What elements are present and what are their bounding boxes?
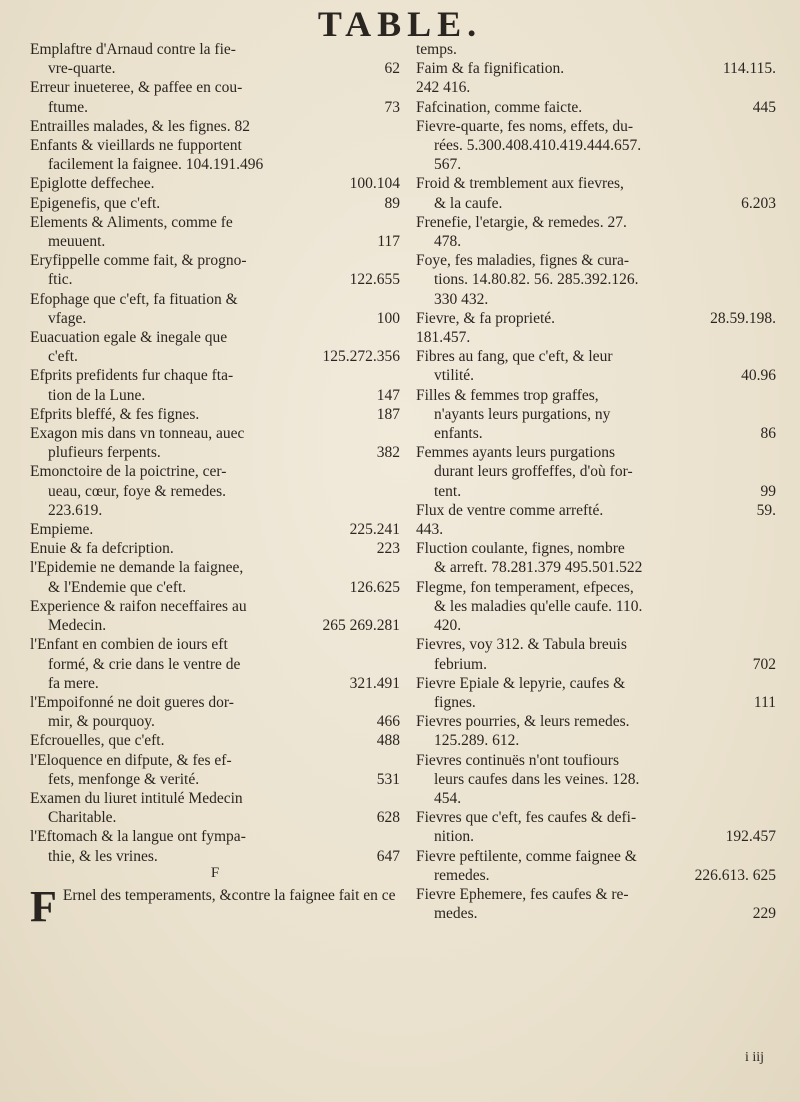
section-intro xyxy=(30,881,400,931)
index-entry xyxy=(416,635,776,673)
entry-text: Epiglotte deffechee. xyxy=(30,175,155,193)
entry-text: Fievres continuës n'ont toufiours xyxy=(416,751,619,769)
index-entry xyxy=(30,40,400,78)
entry-text: durant leurs groffeffes, d'où for- xyxy=(434,463,633,481)
page-ref: 223 xyxy=(376,540,400,558)
index-entry xyxy=(30,366,400,404)
entry-text: Faim & fa fignification. xyxy=(416,60,565,78)
entry-text: 223.619. xyxy=(48,501,103,519)
index-entry xyxy=(30,558,400,596)
entry-text: l'Eftomach & la langue ont fympa- xyxy=(30,828,246,846)
section-block xyxy=(30,864,400,931)
index-entry xyxy=(30,520,400,539)
entry-text: medes. xyxy=(434,905,478,923)
entry-text: Ernel des temperaments, & xyxy=(62,886,232,904)
entry-text xyxy=(30,232,400,251)
entry-text: Fafcination, comme faicte. xyxy=(416,98,583,116)
index-entry xyxy=(416,539,776,577)
entry-text: Erreur inueteree, & paffee en cou- xyxy=(30,79,243,97)
entry-text xyxy=(30,309,400,328)
entry-text xyxy=(30,731,400,750)
index-entry xyxy=(30,635,400,693)
index-entry xyxy=(30,78,400,116)
index-entry xyxy=(416,328,776,347)
entry-text xyxy=(30,847,400,866)
entry-text: Fluction coulante, fignes, nombre xyxy=(416,540,625,558)
entry-text: Entrailles malades, & les fignes. 82 xyxy=(30,117,250,135)
entry-text: 420. xyxy=(434,617,462,635)
page-ref: 62 xyxy=(384,60,400,78)
entry-text: thie, & les vrines. xyxy=(48,847,158,865)
entry-text: n'ayants leurs purgations, ny xyxy=(434,405,611,423)
index-entry xyxy=(416,520,776,539)
index-entry xyxy=(416,885,776,923)
entry-text: l'Empoifonné ne doit gueres dor- xyxy=(30,693,234,711)
entry-text: Epigenefis, que c'eft. xyxy=(30,194,161,212)
entry-text: 443. xyxy=(416,521,444,539)
index-entry xyxy=(416,251,776,309)
index-entry xyxy=(30,290,400,328)
entry-text xyxy=(30,386,400,405)
index-entry xyxy=(416,213,776,251)
index-entry xyxy=(30,136,400,174)
entry-text: Efcrouelles, que c'eft. xyxy=(30,732,165,750)
index-entry xyxy=(416,59,776,78)
entry-text xyxy=(30,616,400,635)
page-ref: 111 xyxy=(753,693,776,711)
entry-text: Fievre Epiale & lepyrie, caufes & xyxy=(416,674,626,692)
entry-text: l'Eloquence en difpute, & fes ef- xyxy=(30,751,232,769)
entry-text: ftic. xyxy=(48,271,73,289)
entry-text: tent. xyxy=(434,482,462,500)
entry-text: Exagon mis dans vn tonneau, auec xyxy=(30,425,245,443)
entry-text: l'Epidemie ne demande la faignee, xyxy=(30,559,244,577)
index-entry xyxy=(416,674,776,712)
page-ref: 647 xyxy=(376,847,400,865)
index-entry xyxy=(416,751,776,809)
entry-text: mir, & pourquoy. xyxy=(48,713,155,731)
entry-text xyxy=(416,866,776,885)
page-ref: 28.59.198. xyxy=(710,309,776,327)
index-entry xyxy=(416,386,776,444)
entry-text: Fievre, & fa proprieté. xyxy=(416,309,556,327)
entry-text: Elements & Aliments, comme fe xyxy=(30,213,233,231)
entry-text: Foye, fes maladies, fignes & cura- xyxy=(416,252,630,270)
index-entry xyxy=(416,78,776,97)
page-ref: 40.96 xyxy=(741,367,776,385)
entry-text xyxy=(30,520,400,539)
entry-text: Examen du liuret intitulé Medecin xyxy=(30,789,243,807)
page-ref: 6.203 xyxy=(741,194,776,212)
page-signature: i iij xyxy=(744,1050,764,1065)
entry-text xyxy=(30,578,400,597)
entry-text: fa mere. xyxy=(48,674,99,692)
index-entry xyxy=(30,194,400,213)
index-entry xyxy=(416,347,776,385)
index-entry xyxy=(416,117,776,175)
entry-text: 330 432. xyxy=(434,290,489,308)
entry-text: & la caufe. xyxy=(434,194,503,212)
index-entry xyxy=(30,539,400,558)
entry-text: Fievre Ephemere, fes caufes & re- xyxy=(416,885,629,903)
entry-text xyxy=(416,693,776,712)
index-entry xyxy=(30,597,400,635)
entry-text xyxy=(30,443,400,462)
entry-text: Fibres au fang, que c'eft, & leur xyxy=(416,348,613,366)
entry-text xyxy=(416,424,776,443)
entry-text: Fievre peftilente, comme faignee & xyxy=(416,847,637,865)
entry-text xyxy=(30,405,400,424)
entry-text: Fievres pourries, & leurs remedes. xyxy=(416,713,630,731)
page-ref: 122.655 xyxy=(349,271,400,289)
entry-text xyxy=(30,770,400,789)
entry-text: 567. xyxy=(434,156,462,174)
entry-text xyxy=(30,674,400,693)
page-ref: 126.625 xyxy=(349,578,400,596)
entry-text: vfage. xyxy=(48,309,87,327)
entry-text: Efprits bleffé, & fes fignes. xyxy=(30,405,200,423)
index-entry xyxy=(416,501,776,520)
entry-text: rées. 5.300.408.410.419.444.657. xyxy=(434,137,642,155)
entry-text: vtilité. xyxy=(434,367,475,385)
entry-text xyxy=(30,712,400,731)
page-ref: 89 xyxy=(384,194,400,212)
page-ref: 466 xyxy=(376,713,400,731)
entry-text: Emonctoire de la poictrine, cer- xyxy=(30,463,227,481)
entry-text xyxy=(30,98,400,117)
entry-text xyxy=(30,59,400,78)
entry-text: temps. xyxy=(416,41,457,58)
index-entry xyxy=(416,174,776,212)
page-ref: 265 269.281 xyxy=(322,617,400,635)
entry-text: Flegme, fon temperament, efpeces, xyxy=(416,578,634,596)
entry-text: 454. xyxy=(434,789,462,807)
entry-text: Enuie & fa defcription. xyxy=(30,540,174,558)
entry-text: & arreft. 78.281.379 495.501.522 xyxy=(434,559,643,577)
entry-text xyxy=(416,904,776,923)
entry-text: 478. xyxy=(434,233,462,251)
index-entry xyxy=(30,424,400,462)
entry-text: Filles & femmes trop graffes, xyxy=(416,386,599,404)
page-ref: 382 xyxy=(376,444,400,462)
entry-text: l'Enfant en combien de iours eft xyxy=(30,636,228,654)
entry-text: tion de la Lune. xyxy=(48,386,146,404)
page-ref: 229 xyxy=(752,905,776,923)
entry-text: Efprits prefidents fur chaque fta- xyxy=(30,367,234,385)
page-ref: 100.104 xyxy=(349,175,400,193)
page-ref: 100 xyxy=(376,309,400,327)
page-ref: 73 xyxy=(384,98,400,116)
entry-text xyxy=(416,194,776,213)
entry-text: ftume. xyxy=(48,98,89,116)
entry-text: facilement la faignee. 104.191.496 xyxy=(48,156,264,174)
entry-text xyxy=(30,174,400,193)
entry-text: plufieurs ferpents. xyxy=(48,444,161,462)
index-entry xyxy=(30,462,400,520)
entry-text: 125.289. 612. xyxy=(434,732,520,750)
section-letter: F xyxy=(210,864,220,881)
entry-text: nition. xyxy=(434,828,475,846)
entry-text: Fievre-quarte, fes noms, effets, du- xyxy=(416,117,634,135)
index-entry xyxy=(416,847,776,885)
index-entry xyxy=(30,789,400,827)
entry-text: formé, & crie dans le ventre de xyxy=(48,655,241,673)
entry-text xyxy=(416,501,776,520)
page-ref: 86 xyxy=(760,425,776,443)
entry-text: Euacuation egale & inegale que xyxy=(30,329,228,347)
entry-text: contre la faignee fait en ce xyxy=(231,886,396,904)
entry-text: tions. 14.80.82. 56. 285.392.126. xyxy=(434,271,639,289)
entry-text: enfants. xyxy=(434,425,483,443)
entry-text xyxy=(416,482,776,501)
page-ref: 114.115. xyxy=(722,60,776,78)
entry-text: 242 416. xyxy=(416,79,471,97)
index-entry xyxy=(30,213,400,251)
entry-text: Medecin. xyxy=(48,617,107,635)
left-column xyxy=(30,40,400,931)
index-entry xyxy=(416,40,776,59)
entry-text: meuuent. xyxy=(48,233,106,251)
entry-text xyxy=(416,59,776,78)
page-ref: 192.457 xyxy=(725,828,776,846)
index-entry xyxy=(30,174,400,193)
entry-text: Enfants & vieillards ne fupportent xyxy=(30,137,242,155)
index-entry xyxy=(416,578,776,636)
page-ref: 445 xyxy=(752,98,776,116)
page-ref: 702 xyxy=(752,655,776,673)
entry-text: Eryfippelle comme fait, & progno- xyxy=(30,252,247,270)
entry-text: fignes. xyxy=(434,693,476,711)
index-entry xyxy=(30,693,400,731)
entry-text: remedes. xyxy=(434,866,490,884)
entry-text xyxy=(416,827,776,846)
entry-text: & les maladies qu'elle caufe. 110. xyxy=(434,597,643,615)
entry-text: Experience & raifon neceffaires au xyxy=(30,597,247,615)
page-ref: 99 xyxy=(760,482,776,500)
entry-text: Froid & tremblement aux fievres, xyxy=(416,175,624,193)
entry-text xyxy=(416,366,776,385)
entry-text: Fievres que c'eft, fes caufes & defi- xyxy=(416,809,637,827)
index-entry xyxy=(416,98,776,117)
page-ref: 531 xyxy=(376,770,400,788)
entry-text xyxy=(416,309,776,328)
entry-text: febrium. xyxy=(434,655,487,673)
page-ref: 225.241 xyxy=(349,521,400,539)
index-entry xyxy=(30,117,400,136)
index-entry xyxy=(416,712,776,750)
entry-text: 181.457. xyxy=(416,329,471,347)
index-entry xyxy=(30,251,400,289)
entry-text: Femmes ayants leurs purgations xyxy=(416,444,616,462)
right-column xyxy=(416,40,776,923)
drop-cap: F xyxy=(30,881,57,931)
index-entry xyxy=(416,309,776,328)
index-entry xyxy=(30,731,400,750)
index-entry xyxy=(416,443,776,501)
entry-text: Charitable. xyxy=(48,809,117,827)
page-ref: 59. xyxy=(756,501,776,519)
page-title: TABLE. xyxy=(317,4,483,44)
entry-text: Frenefie, l'etargie, & remedes. 27. xyxy=(416,213,627,231)
index-entry xyxy=(30,827,400,865)
page-ref: 117 xyxy=(377,233,400,251)
index-entry xyxy=(30,328,400,366)
entry-text: ueau, cœur, foye & remedes. xyxy=(48,482,226,500)
page-ref: 226.613. 625 xyxy=(694,866,776,884)
entry-text: Emplaftre d'Arnaud contre la fie- xyxy=(30,41,236,58)
entry-text xyxy=(30,347,400,366)
entry-text: fets, menfonge & verité. xyxy=(48,770,200,788)
index-entry xyxy=(30,751,400,789)
entry-text: Efophage que c'eft, fa fituation & xyxy=(30,290,238,308)
entry-text: vre-quarte. xyxy=(48,60,116,78)
entry-text xyxy=(30,808,400,827)
page-ref: 321.491 xyxy=(349,674,400,692)
entry-text xyxy=(416,98,776,117)
entry-text xyxy=(416,655,776,674)
entry-text: Empieme. xyxy=(30,521,94,539)
entry-text xyxy=(30,194,400,213)
entry-text: c'eft. xyxy=(48,348,78,366)
page-ref: 147 xyxy=(376,386,400,404)
entry-text: Flux de ventre comme arrefté. xyxy=(416,501,604,519)
index-entry xyxy=(416,808,776,846)
entry-text: leurs caufes dans les veines. 128. xyxy=(434,770,640,788)
page-ref: 488 xyxy=(376,732,400,750)
page-ref: 125.272.356 xyxy=(322,348,400,366)
entry-text xyxy=(30,270,400,289)
page-ref: 187 xyxy=(376,405,400,423)
index-entry xyxy=(30,405,400,424)
entry-text: & l'Endemie que c'eft. xyxy=(48,578,187,596)
entry-text: Fievres, voy 312. & Tabula breuis xyxy=(416,636,627,654)
entry-text xyxy=(30,539,400,558)
page-ref: 628 xyxy=(376,809,400,827)
